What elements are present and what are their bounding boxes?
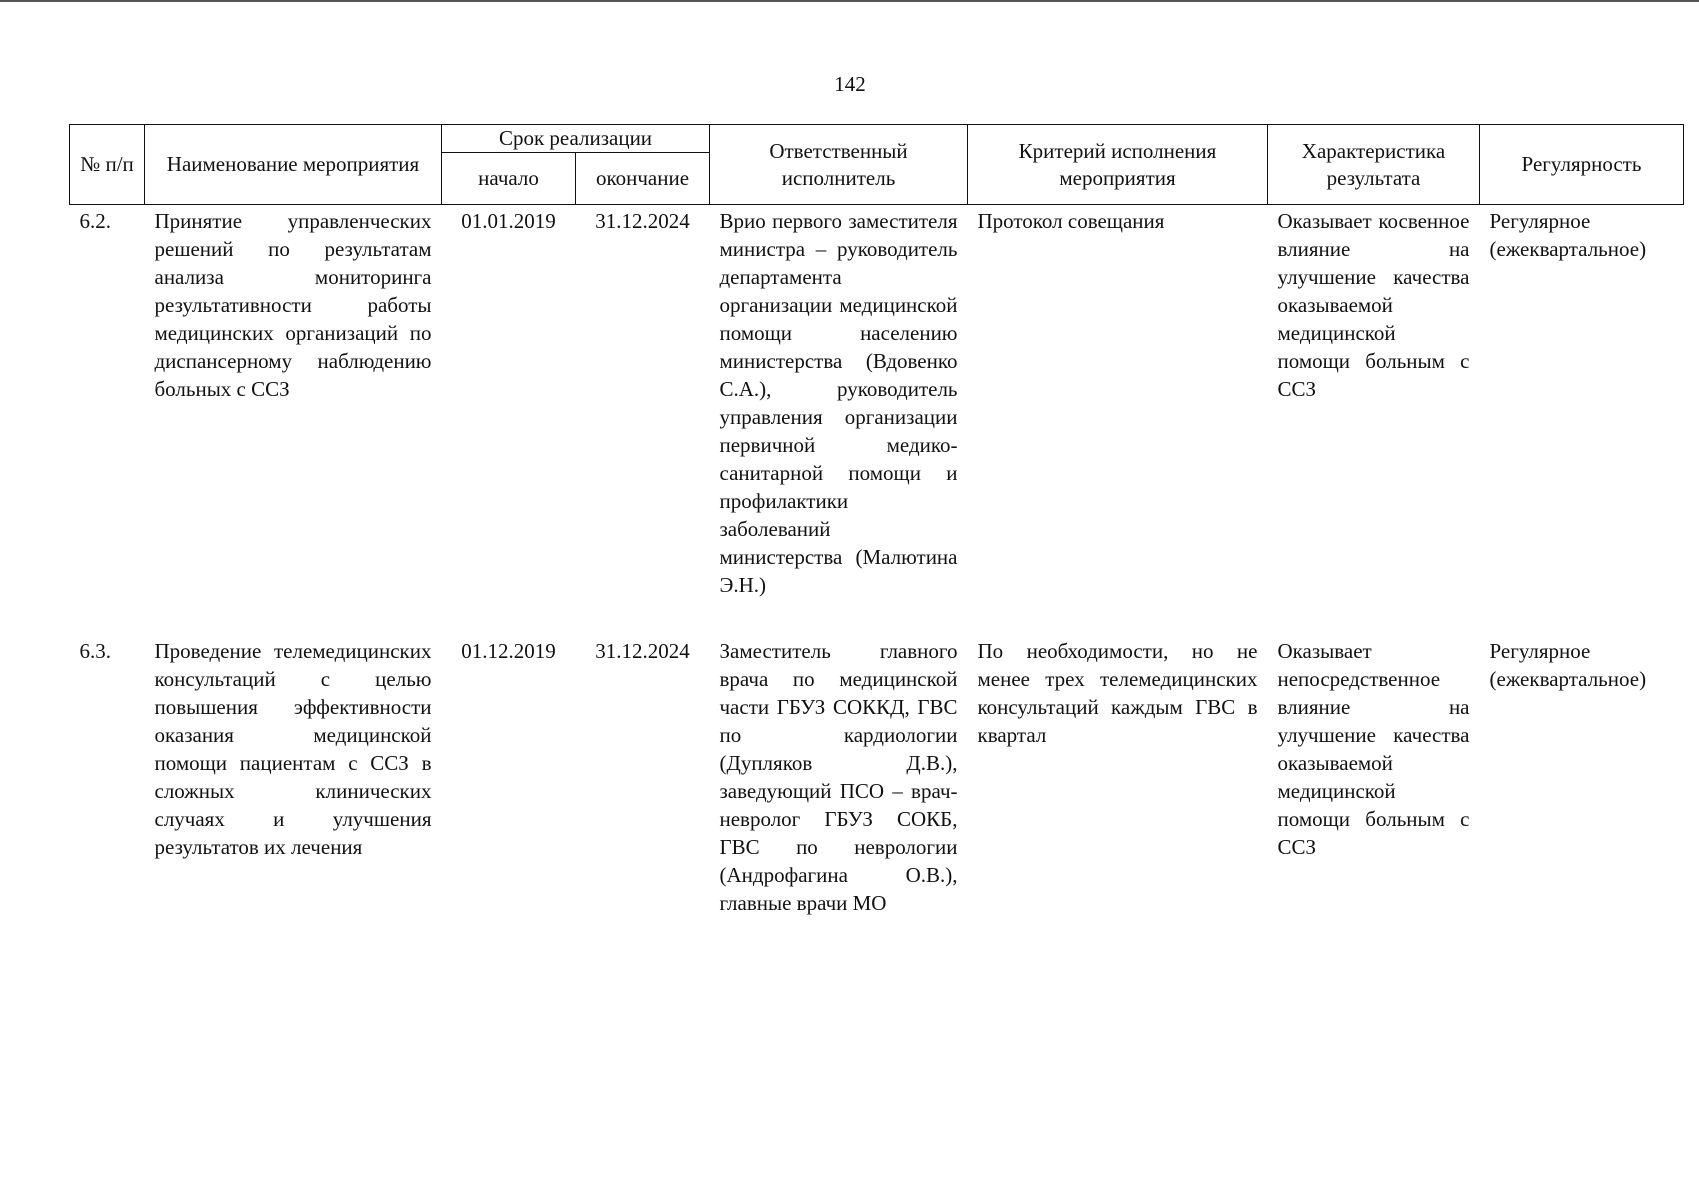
completion-criterion: По необходимости, но не менее трех телемедицинских консультаций каждым ГВС в квартал	[977, 639, 1258, 747]
row-number: 6.2.	[79, 209, 111, 233]
completion-criterion: Протокол совещания	[977, 209, 1165, 233]
start-date: 01.01.2019	[461, 209, 556, 233]
result-characteristic: Оказывает непосредственное влияние на улучшение качества оказываемой медицинской помощи больным с ССЗ	[1277, 639, 1470, 859]
header-start: начало	[442, 153, 576, 205]
action-plan-table	[69, 124, 1684, 917]
table-row	[70, 625, 1684, 917]
responsible-executor: Заместитель главного врача по медицинской части ГБУЗ СОККД, ГВС по кардиологии (Дупляков Д.В.), заведующий ПСО – врач-невролог ГБУЗ СОКБ, ГВС по неврологии (Андрофагина О.В.), главные врачи МО	[719, 639, 958, 915]
header-criterion: Критерий исполнения мероприятия	[968, 125, 1268, 205]
responsible-executor: Врио первого заместителя министра – руководитель департамента организации медицинской помощи населению министерства (Вдовенко С.А.), руководитель управления организации первичной медико-санитарной помощи и профилактики заболеваний министерства (Малютина Э.Н.)	[719, 209, 958, 597]
page-number: 142	[834, 72, 866, 96]
header-responsible: Ответственный исполнитель	[710, 125, 968, 205]
row-number: 6.3.	[79, 639, 111, 663]
top-border-line	[0, 0, 1699, 2]
header-num: № п/п	[70, 125, 145, 205]
header-name: Наименование мероприятия	[145, 125, 442, 205]
action-name: Проведение телемедицинских консультаций с целью повышения эффективности оказания медицинской помощи пациентам с ССЗ в сложных клинических случаях и улучшения результатов их лечения	[154, 639, 432, 859]
action-name: Принятие управленческих решений по результатам анализа мониторинга результативности работы медицинских организаций по диспансерному наблюдению больных с ССЗ	[154, 209, 432, 401]
end-date: 31.12.2024	[595, 209, 690, 233]
header-period: Срок реализации	[442, 125, 710, 153]
table-row	[70, 205, 1684, 626]
header-end: окончание	[576, 153, 710, 205]
result-characteristic: Оказывает косвенное влияние на улучшение качества оказываемой медицинской помощи больным с ССЗ	[1277, 209, 1470, 401]
end-date: 31.12.2024	[595, 639, 690, 663]
regularity: Регулярное (ежеквартальное)	[1489, 639, 1647, 691]
table-header	[70, 125, 1684, 205]
regularity: Регулярное (ежеквартальное)	[1489, 209, 1647, 261]
header-regularity: Регулярность	[1480, 125, 1684, 205]
start-date: 01.12.2019	[461, 639, 556, 663]
header-result: Характеристика результата	[1268, 125, 1480, 205]
